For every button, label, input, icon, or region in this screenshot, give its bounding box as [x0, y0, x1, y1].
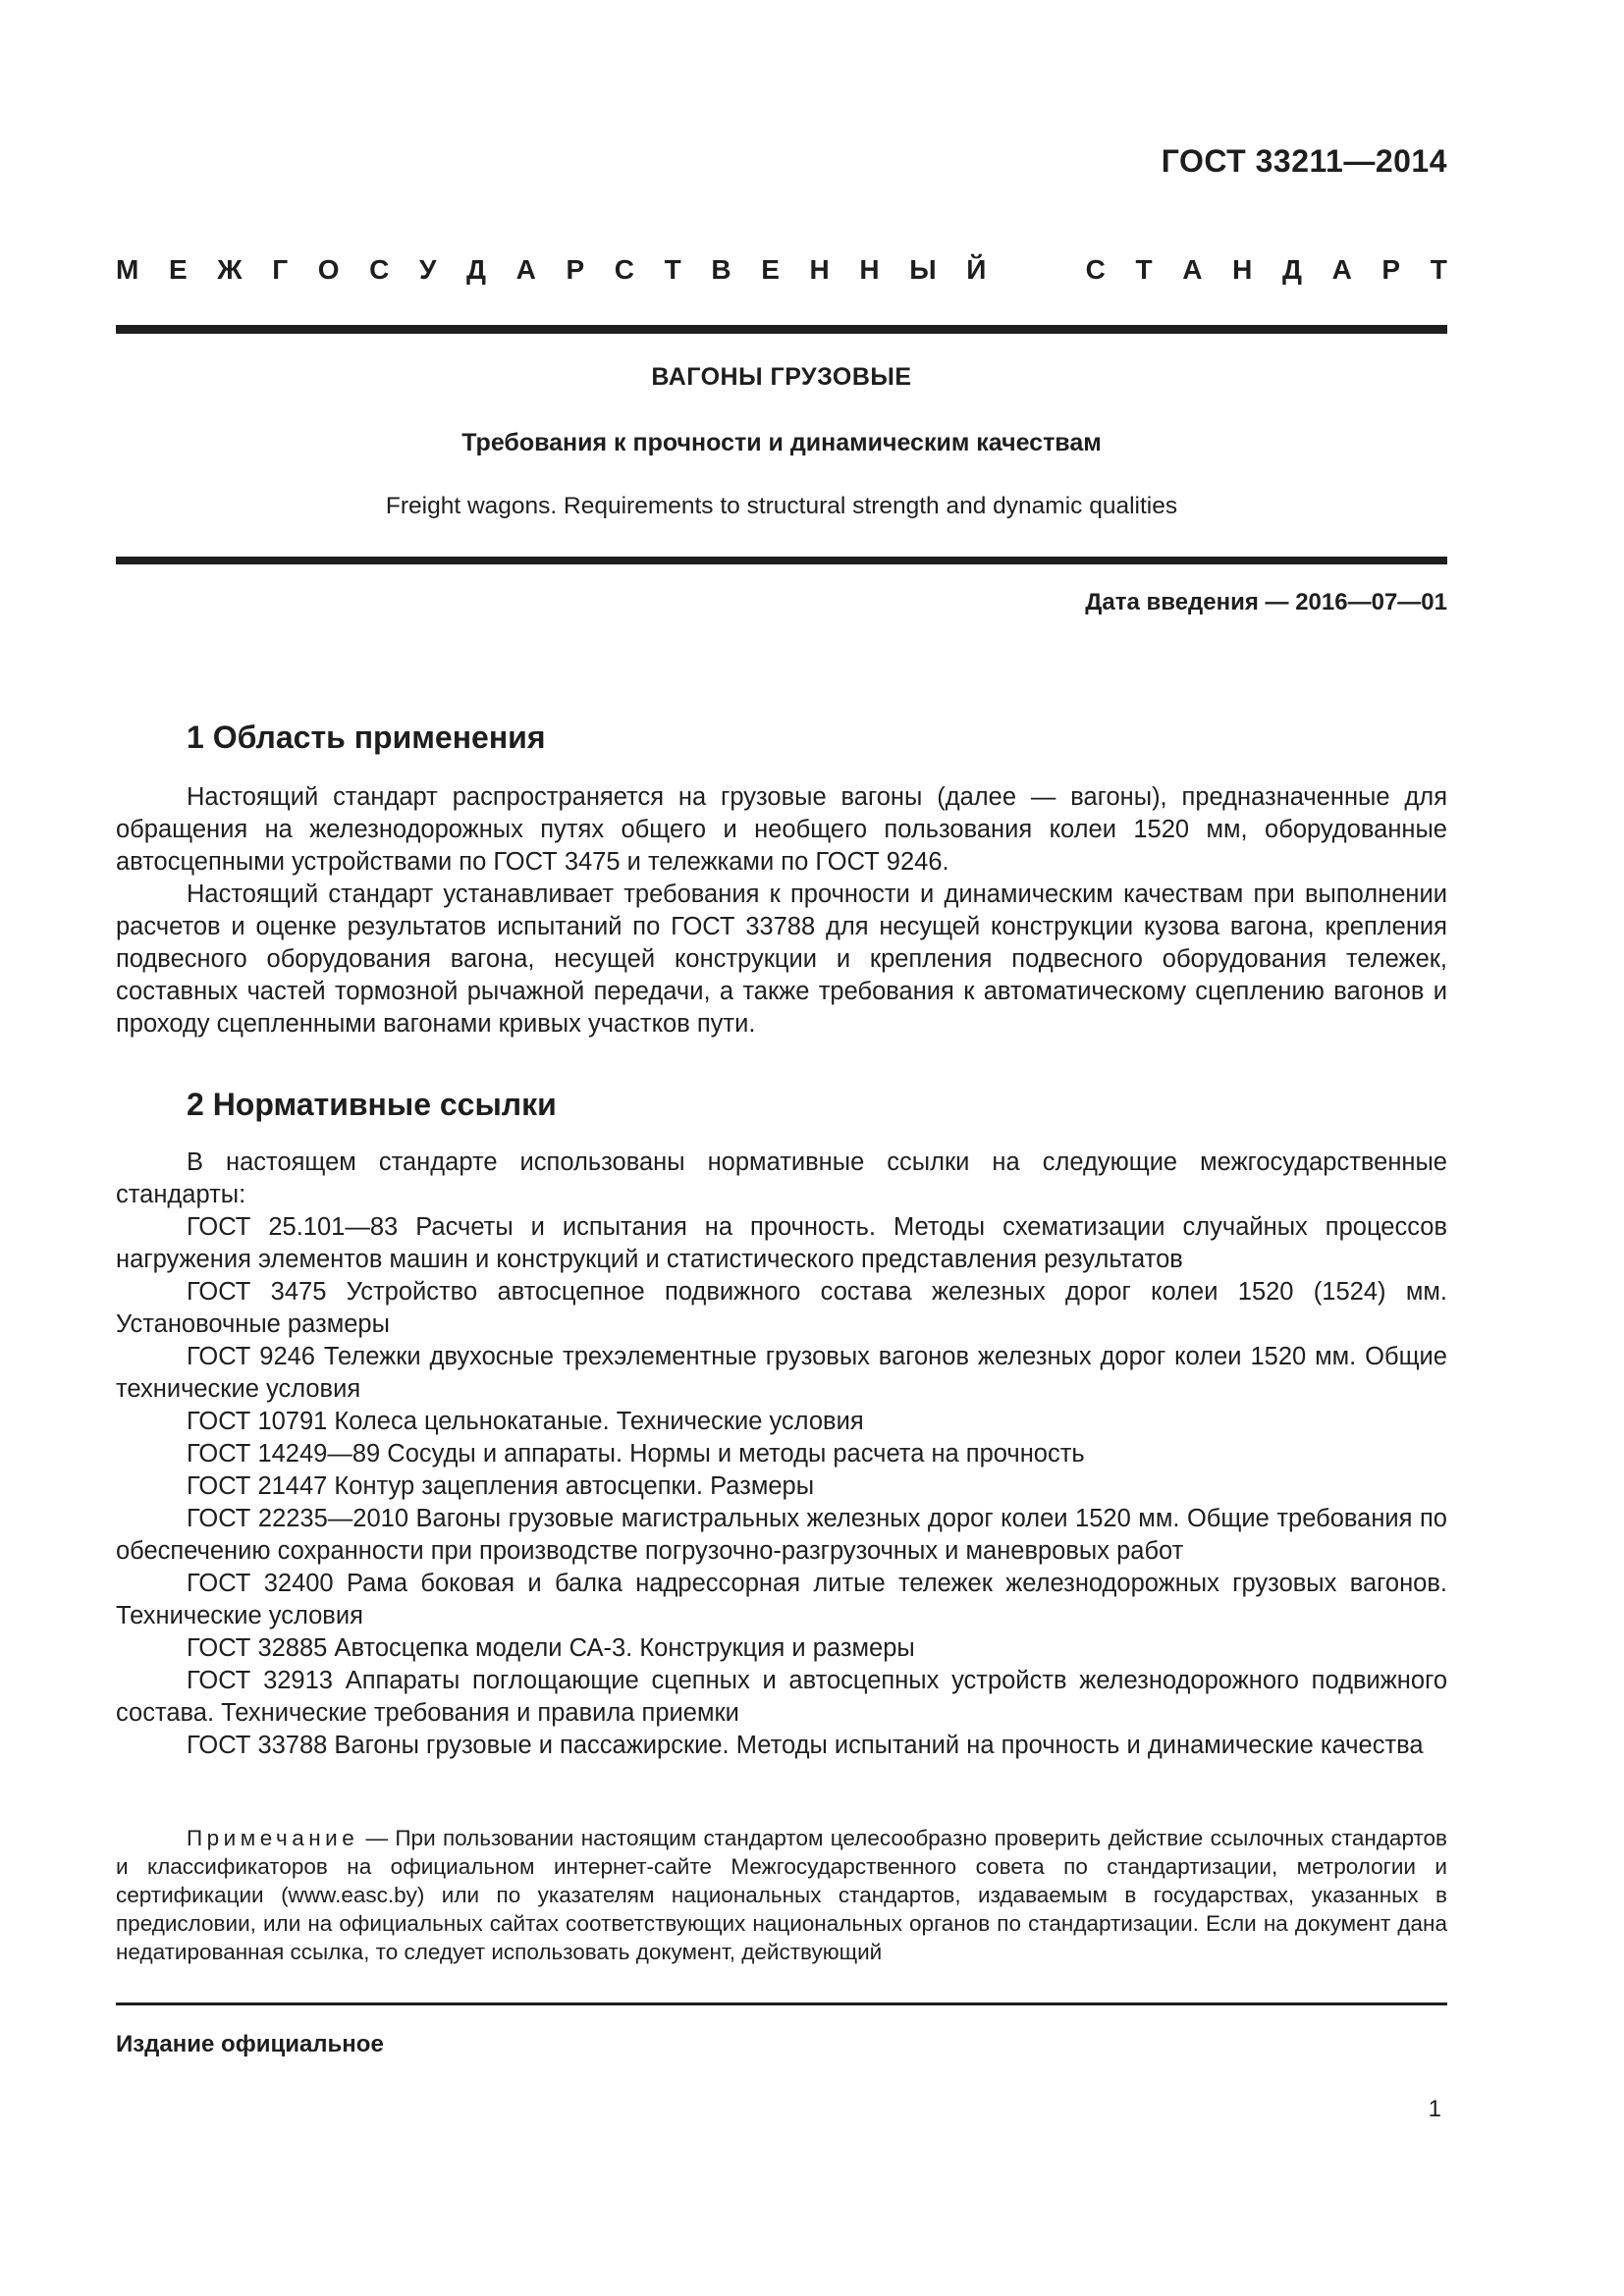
banner-letter: Т [1430, 254, 1447, 285]
reference-item: ГОСТ 25.101—83 Расчеты и испытания на прочность. Методы схематизации случайных процессов нагружения элементов машин и конструкций и статистического представления результатов [116, 1213, 1447, 1273]
banner-letter: С [369, 254, 390, 285]
banner-letter: С [1085, 254, 1106, 285]
banner-letter: О [317, 254, 340, 285]
section-heading-references: 2 Нормативные ссылки [187, 1087, 557, 1122]
document-title-english: Freight wagons. Requirements to structural strength and dynamic qualities [385, 493, 1178, 519]
banner-letter: Д [466, 254, 486, 285]
document-title: ВАГОНЫ ГРУЗОВЫЕ [651, 363, 912, 391]
reference-item: ГОСТ 32913 Аппараты поглощающие сцепных и автосцепных устройств железнодорожного подвижного состава. Технические требования и правила приемки [116, 1667, 1447, 1727]
note-label: Примечание [187, 1826, 359, 1850]
banner-letter: А [515, 254, 536, 285]
document-number: ГОСТ 33211—2014 [1161, 143, 1447, 179]
banner-letter: Ы [909, 254, 937, 285]
banner-letter: А [1182, 254, 1203, 285]
reference-item: ГОСТ 32400 Рама боковая и балка надрессорная литые тележек железнодорожных грузовых вагонов. Технические условия [116, 1570, 1447, 1629]
title-divider [116, 557, 1447, 564]
banner-letter: С [614, 254, 634, 285]
note [116, 1824, 1447, 1966]
paragraph: Настоящий стандарт устанавливает требования к прочности и динамическим качествам при выполнении расчетов и оценке результатов испытаний по ГОСТ 33788 для несущей конструкции кузова вагона, крепления подвесного оборудования вагона, несущей конструкции и крепления подвесного оборудования тележек, составных частей тормозной рычажной передачи, а также требования к автоматическому сцеплению вагонов и проходу сцепленными вагонами кривых участков пути. [116, 881, 1447, 1038]
document-subtitle: Требования к прочности и динамическим качествам [461, 429, 1102, 456]
banner-letter: Н [859, 254, 880, 285]
paragraph: Настоящий стандарт распространяется на грузовые вагоны (далее — вагоны), предназначенные для обращения на железнодорожных путях общего и необщего пользования колеи 1520 мм, оборудованные автосцепными устройствами по ГОСТ 3475 и тележками по ГОСТ 9246. [116, 783, 1447, 876]
reference-item: ГОСТ 33788 Вагоны грузовые и пассажирские. Методы испытаний на прочность и динамические качества [187, 1732, 1424, 1759]
paragraph: В настоящем стандарте использованы нормативные ссылки на следующие межгосударственные стандарты: [116, 1148, 1447, 1208]
section-body-scope [116, 781, 1447, 1041]
banner-letter: Т [664, 254, 681, 285]
reference-item: ГОСТ 32885 Автосцепка модели СА-3. Конструкция и размеры [187, 1634, 915, 1662]
banner-letter: Р [1381, 254, 1401, 285]
introduction-date: Дата введения — 2016—07—01 [1085, 589, 1447, 615]
reference-item: ГОСТ 9246 Тележки двухосные трехэлементные грузовых вагонов железных дорог колеи 1520 мм. Общие технические условия [116, 1343, 1447, 1403]
banner-letter: Р [566, 254, 585, 285]
banner-letter: Н [1232, 254, 1253, 285]
header-divider [116, 325, 1447, 334]
banner-letter: М [116, 254, 139, 285]
banner-letter: Д [1281, 254, 1302, 285]
banner-letter: Й [966, 254, 987, 285]
reference-item: ГОСТ 3475 Устройство автосцепное подвижного состава железных дорог колеи 1520 (1524) мм. Установочные размеры [116, 1278, 1447, 1338]
page-number: 1 [1428, 2096, 1441, 2122]
reference-item: ГОСТ 14249—89 Сосуды и аппараты. Нормы и методы расчета на прочность [187, 1440, 1085, 1468]
banner-letter: Н [809, 254, 830, 285]
banner-letter: В [711, 254, 731, 285]
banner-letter: Ж [217, 254, 243, 285]
banner-letter: Т [1135, 254, 1153, 285]
banner-letter: У [418, 254, 437, 285]
reference-item: ГОСТ 22235—2010 Вагоны грузовые магистральных железных дорог колеи 1520 мм. Общие требования по обеспечению сохранности при производстве погрузочно-разгрузочных и маневровых работ [116, 1505, 1447, 1565]
official-edition-label: Издание официальное [116, 2031, 384, 2057]
section-heading-scope: 1 Область применения [187, 720, 546, 755]
banner-letter: Г [272, 254, 289, 285]
note-text: — При пользовании настоящим стандартом целесообразно проверить действие ссылочных стандартов и классификаторов на официальном интернет-сайте Межгосударственного совета по стандартизации, метрологии и сертификации (www.easc.by) или по указателям национальных стандартов, издаваемым в государствах, указанных в предисловии, или на официальных сайтах соответствующих национальных органов по стандартизации. Если на документ дана недатированная ссылка, то следует использовать документ, действующий [116, 1826, 1447, 1964]
reference-item: ГОСТ 21447 Контур зацепления автосцепки. Размеры [187, 1472, 815, 1500]
reference-item: ГОСТ 10791 Колеса цельнокатаные. Технические условия [187, 1408, 864, 1435]
banner-letter: А [1331, 254, 1352, 285]
interstate-standard-banner [116, 254, 1447, 286]
banner-word-gap [1016, 254, 1056, 286]
banner-letter: Е [168, 254, 188, 285]
banner-letter: Е [761, 254, 780, 285]
footer-divider [116, 2002, 1447, 2005]
section-body-references [116, 1147, 1447, 1762]
